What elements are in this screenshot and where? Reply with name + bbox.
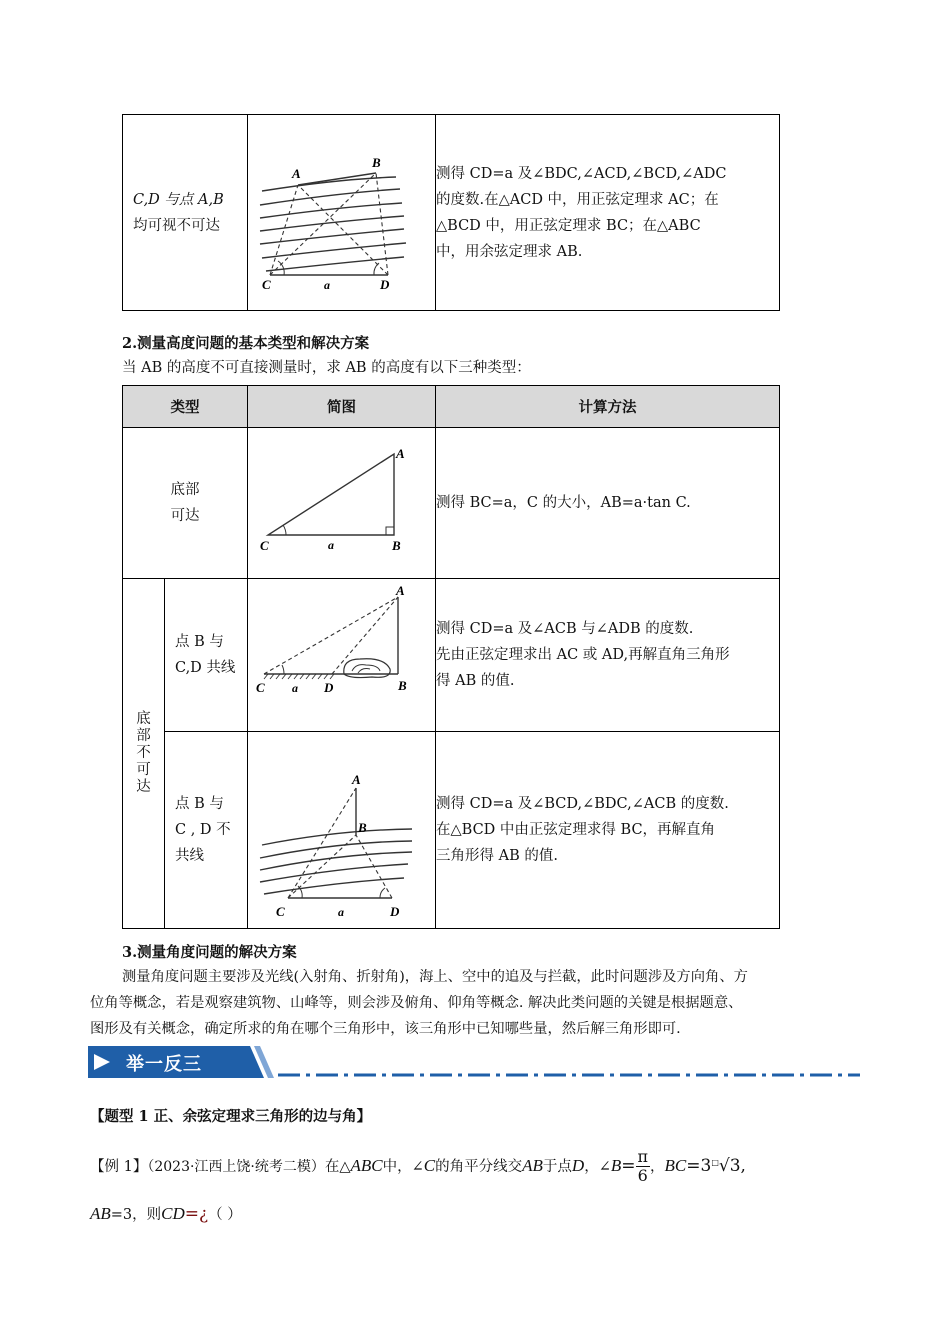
example-d: D <box>571 1155 585 1175</box>
method-line-3: △BCD 中，用正弦定理求 BC；在△ABC <box>436 217 701 234</box>
example-text-b: 中，∠ <box>382 1158 424 1175</box>
measure-distance-table <box>122 114 780 311</box>
sub-noncollinear-l1: 点 B 与 <box>175 796 224 812</box>
example-l2-q: =¿ <box>184 1204 209 1224</box>
topic-title: 【题型 1 正、余弦定理求三角形的边与角】 <box>90 1108 372 1125</box>
section-2-intro: 当 AB 的高度不可直接测量时，求 AB 的高度有以下三种类型： <box>122 360 531 376</box>
fraction-den: 6 <box>637 1166 648 1186</box>
sub-collinear-l2: C,D 共线 <box>175 660 236 676</box>
figure-right-triangle <box>248 428 436 579</box>
example-line-1: 【例 1】（2023·江西上饶·统考二模）在△ABC中，∠C的角平分线交AB于点D，∠B= $\frac{\pi}{6}$ ，BC=3□√3, <box>90 1147 746 1186</box>
method-line-4: 中，用余弦定理求 AB. <box>436 243 583 260</box>
method-collinear-l1: 测得 CD=a 及∠ACB 与∠ADB 的度数. <box>436 621 694 637</box>
type-line-1: C,D 与点 A,B <box>133 191 224 208</box>
method-line-1: 测得 CD=a 及∠BDC,∠ACD,∠BCD,∠ADC <box>436 165 727 182</box>
example-text-e: ，∠ <box>584 1158 611 1175</box>
header-figure: 简图 <box>248 386 436 428</box>
nc-label-c: C <box>276 904 285 919</box>
rt-label-b: B <box>392 538 401 553</box>
collinear-figure <box>248 579 436 727</box>
rt-label-len: a <box>328 538 334 552</box>
example-source: （2023·江西上饶·统考二模） <box>147 1158 325 1175</box>
method-cell <box>436 115 780 311</box>
example-ab: AB <box>522 1155 543 1175</box>
header-method: 计算方法 <box>436 386 780 428</box>
nc-label-b: B <box>358 820 367 835</box>
nc-label-len: a <box>338 905 344 919</box>
type-reachable-l2: 可达 <box>170 508 200 524</box>
example-eq: = <box>621 1155 636 1176</box>
method-noncollinear-l1: 测得 CD=a 及∠BCD,∠BDC,∠ACB 的度数. <box>436 796 729 812</box>
fraction-num: π <box>637 1147 649 1167</box>
section-3-heading: 3.测量角度问题的解决方案 <box>122 944 297 961</box>
method-line-2: 的度数.在△ACD 中，用正弦定理求 AC；在 <box>436 191 719 208</box>
noncollinear-figure <box>248 732 436 924</box>
example-l2-eq: =3，则 <box>110 1207 162 1223</box>
nc-label-a: A <box>352 772 361 787</box>
example-tag: 【例 1】 <box>90 1158 148 1175</box>
right-triangle-figure <box>248 428 436 574</box>
example-bc: BC <box>664 1155 687 1175</box>
type-line-2: 均可视不可达 <box>133 217 220 234</box>
nc-label-d: D <box>390 904 400 919</box>
measure-height-table <box>122 385 780 929</box>
distance-figure <box>248 115 436 306</box>
section-banner <box>88 1044 868 1080</box>
fig-label-b: B <box>372 155 381 170</box>
method-reachable: 测得 BC=a，C 的大小，AB=a·tan C. <box>436 428 780 579</box>
col-label-d: D <box>324 680 334 695</box>
example-l2-ab: AB <box>90 1204 111 1223</box>
method-noncollinear-l2: 在△BCD 中由正弦定理求得 BC，再解直角 <box>436 822 716 838</box>
example-c: C <box>423 1155 436 1175</box>
fig-label-len: a <box>324 278 330 292</box>
header-type: 类型 <box>123 386 248 428</box>
sub-noncollinear <box>165 732 248 929</box>
example-bc-val: =3 <box>686 1155 712 1176</box>
rt-label-a: A <box>396 446 405 461</box>
method-collinear <box>436 579 780 732</box>
type-reachable-l1: 底部 <box>170 482 200 498</box>
example-text-d: 于点 <box>542 1158 572 1175</box>
rt-label-c: C <box>260 538 269 553</box>
sub-collinear <box>165 579 248 732</box>
section-3-para-l2: 位角等概念，若是观察建筑物、山峰等，则会涉及俯角、仰角等概念. 解决此类问题的关键是根据题意、 <box>90 995 743 1011</box>
section-2-heading: 2.测量高度问题的基本类型和解决方案 <box>122 335 370 352</box>
example-text-a: 在△ <box>324 1158 351 1175</box>
fig-label-c: C <box>262 277 271 292</box>
example-l2-paren: （ ） <box>208 1207 242 1223</box>
section-3-para-l1: 测量角度问题主要涉及光线(入射角、折射角)，海上、空中的追及与拦截，此时问题涉及方向角、方 <box>122 969 748 985</box>
root-index: □ <box>711 1158 719 1167</box>
sub-noncollinear-l3: 共线 <box>175 848 204 864</box>
banner-shape <box>88 1044 868 1080</box>
col-label-len: a <box>292 681 298 695</box>
method-noncollinear-l3: 三角形得 AB 的值. <box>436 848 558 864</box>
figure-cell <box>248 115 436 311</box>
example-text-c: 的角平分线交 <box>435 1158 523 1175</box>
example-l2-cd: CD <box>161 1204 185 1223</box>
example-line-2 <box>90 1200 242 1229</box>
type-cell <box>123 115 248 311</box>
figure-collinear <box>248 579 436 732</box>
group-char-5: 达 <box>136 779 151 795</box>
group-char-4: 可 <box>136 762 151 778</box>
method-noncollinear <box>436 732 780 929</box>
group-char-2: 部 <box>136 728 151 744</box>
figure-noncollinear <box>248 732 436 929</box>
group-unreachable <box>123 579 165 929</box>
example-b: B <box>610 1155 622 1175</box>
col-label-b: B <box>398 678 407 693</box>
fig-label-a: A <box>292 166 301 181</box>
section-3-para-l3: 图形及有关概念，确定所求的角在哪个三角形中，该三角形中已知哪些量，然后解三角形即可. <box>90 1021 681 1037</box>
type-reachable <box>123 428 248 579</box>
group-char-3: 不 <box>136 745 151 761</box>
method-collinear-l3: 得 AB 的值. <box>436 673 515 689</box>
col-label-c: C <box>256 680 265 695</box>
example-abc: ABC <box>350 1155 383 1175</box>
col-label-a: A <box>396 583 405 598</box>
sub-collinear-l1: 点 B 与 <box>175 634 224 650</box>
group-char-1: 底 <box>136 711 151 727</box>
sub-noncollinear-l2: C , D 不 <box>175 822 231 838</box>
banner-label: 举一反三 <box>126 1054 202 1075</box>
example-root: √3 <box>718 1155 741 1176</box>
method-collinear-l2: 先由正弦定理求出 AC 或 AD,再解直角三角形 <box>436 647 730 663</box>
fig-label-d: D <box>380 277 390 292</box>
example-fraction <box>636 1148 651 1185</box>
example-comma: , <box>740 1155 746 1176</box>
